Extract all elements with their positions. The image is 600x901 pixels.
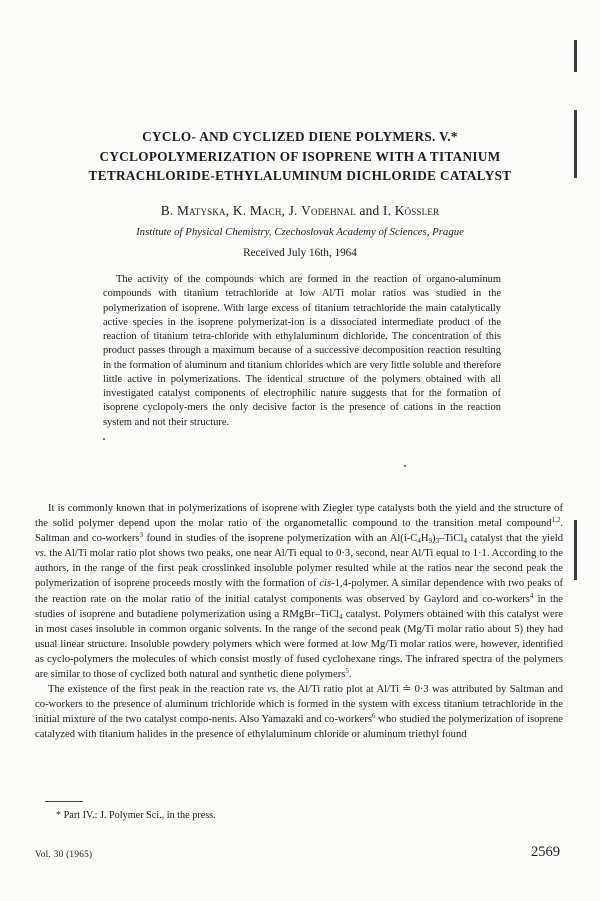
author-separator: , K. bbox=[225, 203, 250, 218]
page-number: 2569 bbox=[531, 844, 560, 860]
author-list bbox=[40, 203, 560, 219]
article-title bbox=[40, 127, 560, 185]
title-line-2: CYCLOPOLYMERIZATION OF ISOPRENE WITH A TITANIUM bbox=[99, 149, 501, 164]
title-line-3: TETRACHLORIDE-ETHYLALUMINUM DICHLORIDE CATALYST bbox=[88, 168, 512, 183]
scan-edge-mark bbox=[574, 110, 577, 178]
author-name: Vodehnal bbox=[301, 203, 356, 218]
body-paragraph-1: It is commonly known that in polymerizations of isoprene with Ziegler type catalysts both the yield and the structure of the solid polymer depend upon the molar ratio of the organometallic compound to the transition metal compound$^{1,2}$. Saltman and co-workers$^3$ found in studies of the isoprene polymerization with an $Al(i-C_4H_9)_3-TiCl_4$ catalyst that the yield vs. the Al/Ti molar ratio plot shows two peaks, one near Al/Ti equal to 0·3, second, near Al/Ti equal to 1·1. According to the authors, in the range of the first peak crosslinked insoluble polymer resulted while at the ratios near the second peak the polymerization of isoprene proceeds mostly with the formation of cis-1,4-polymer. A similar dependence with two peaks of the reaction rate on the molar ratio of the initial catalyst components was observed by Gaylord and co-workers$^4$ in the studies of isoprene and butadiene polymerization using a RMgBr–TiCl$_4$ catalyst. Polymers obtained with this catalyst were in most cases insoluble in common organic solvents. In the range of the second peak (Mg/Ti molar ratio about 5) they had usual linear structure. Insoluble powdery polymers which were formed at low Mg/Ti molar ratios were, however, identified as cyclo-polymers the molecules of which consist mostly of fused cyclohexane rings. The infrared spectra of the polymers are similar to those of cyclized both natural and synthetic diene polymers$^5$. bbox=[35, 503, 564, 681]
institution: Institute of Physical Chemistry, Czechoslovak Academy of Sciences, Prague bbox=[136, 226, 464, 238]
scan-speck bbox=[404, 465, 406, 467]
scan-edge-mark bbox=[574, 40, 577, 72]
received-date: Received July 16th, 1964 bbox=[243, 247, 357, 259]
author-name: Matyska bbox=[176, 203, 226, 218]
footnote-rule bbox=[45, 801, 83, 802]
title-line-1: CYCLO- AND CYCLIZED DIENE POLYMERS. V.* bbox=[142, 129, 458, 144]
footnote: * Part IV.: J. Polymer Sci., in the press. bbox=[56, 810, 216, 821]
scan-edge-mark bbox=[574, 520, 577, 580]
reference-marker: 1,2 bbox=[551, 516, 561, 525]
reference-marker: 4 bbox=[529, 591, 534, 600]
abstract: The activity of the compounds which are formed in the reaction of organo-aluminum compounds with titanium tetrachloride at low Al/Ti molar ratios was studied in the polymerization of isoprene. With large excess of titanium tetrachloride the main catalytically active species in the isoprene polymerizat-ion is a dissociated intermediate product of the reaction of titanium tetra-chloride with ethylaluminum dichloride. The concentration of this product passes through a maximum because of a successive decomposition reaction resulting in the formation of aluminum and titanium chlorides which are very little soluble and therefore little active in polymerizations. The identical structure of the polymers obtained with all investigated catalyst components of electrophilic nature suggests that for the formation of isoprene cyclopoly-mers the only decisive factor is the presence of cations in the reaction system and not their structure. bbox=[103, 274, 501, 428]
author-initial: B. bbox=[160, 203, 177, 218]
author-name: Mach bbox=[249, 203, 282, 218]
body-paragraph-2: The existence of the first peak in the reaction rate vs. the Al/Ti ratio plot at Al/Ti ≐ 0·3 was attributed by Saltman and co-workers to the presence of aluminum trichloride which is formed in the system with excess titanium tetrachloride in the initial mixture of the two catalyst compo-nents. Also Yamazaki and co-workers$^6$ who studied the polymerization of isoprene catalyzed with titanium halides in the presence of ethylaluminum chloride or aluminum triethyl found bbox=[35, 684, 563, 741]
author-separator: and I. bbox=[355, 203, 395, 218]
body-text bbox=[35, 501, 563, 743]
author-separator: , J. bbox=[281, 203, 302, 218]
reference-marker: 3 bbox=[139, 531, 144, 540]
volume-label: Vol. 30 (1965) bbox=[35, 849, 93, 859]
reference-marker: 6 bbox=[372, 712, 376, 721]
scan-speck bbox=[103, 438, 105, 440]
author-name: Kössler bbox=[394, 203, 440, 218]
reference-marker: 5 bbox=[345, 667, 349, 676]
